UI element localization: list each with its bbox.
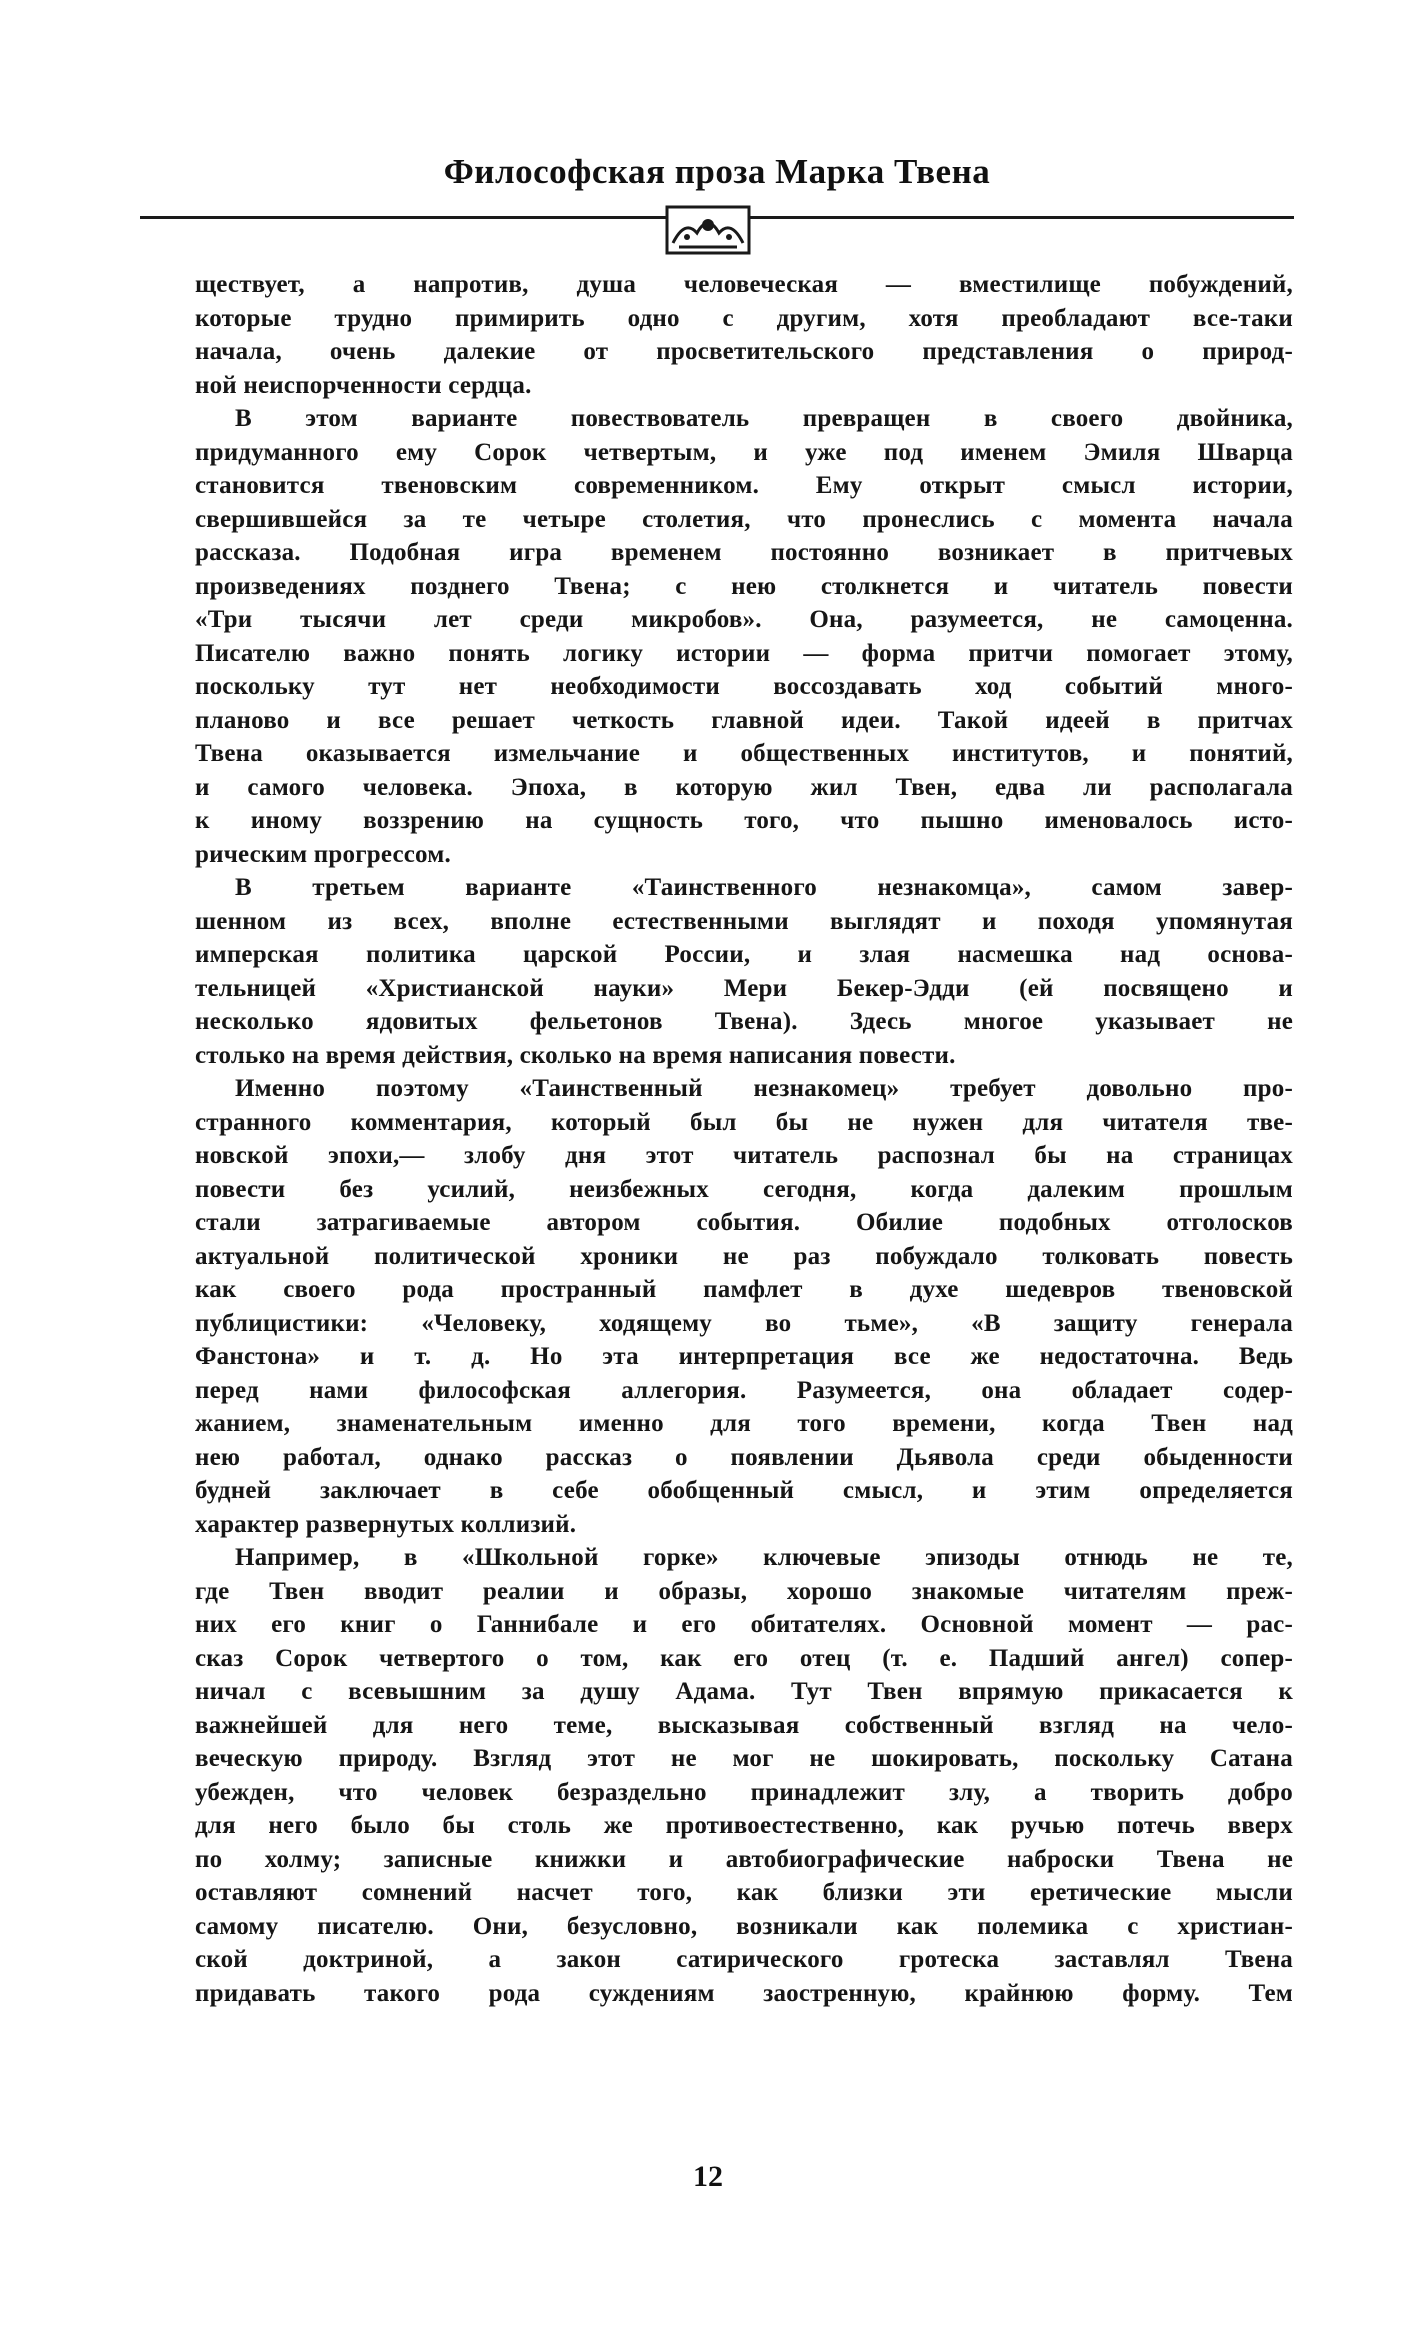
text-line: В третьем варианте «Таинственного незнакомца», самом завер- [235,874,1293,901]
text-line: к иному воззрению на сущность того, что пышно именовалось исто- [195,807,1293,834]
text-line: поскольку тут нет необходимости воссоздавать ход событий много- [195,673,1293,700]
text-line: «Три тысячи лет среди микробов». Она, разумеется, не самоценна. [195,606,1293,633]
text-line: стали затрагиваемые автором события. Обилие подобных отголосков [195,1209,1293,1236]
ornament-icon [663,203,753,259]
text-line: ществует, а напротив, душа человеческая — вместилище побуждений, [195,271,1293,298]
text-line: них его книг о Ганнибале и его обитателях. Основной момент — рас- [195,1611,1293,1638]
text-line: ной неиспорченности сердца. [195,371,532,399]
text-line: ничал с всевышним за душу Адама. Тут Твен впрямую прикасается к [195,1678,1293,1705]
text-line: оставляют сомнений насчет того, как близки эти еретические мысли [195,1879,1293,1906]
text-line: планово и все решает четкость главной идеи. Такой идеей в притчах [195,706,1293,734]
text-line: как своего рода пространный памфлет в духе шедевров твеновской [195,1276,1293,1303]
text-line: будней заключает в себе обобщенный смысл, и этим определяется [195,1477,1293,1504]
text-line: становится твеновским современником. Ему открыт смысл истории, [195,472,1293,499]
text-line: начала, очень далекие от просветительского представления о природ- [195,338,1293,365]
text-line: Писателю важно понять логику истории — форма притчи помогает этому, [195,639,1293,667]
text-line: В этом варианте повествователь превращен в своего двойника, [235,405,1293,432]
text-line: характер развернутых коллизий. [195,1510,577,1538]
text-line: где Твен вводит реалии и образы, хорошо знакомые читателям преж- [195,1577,1293,1605]
text-line: по холму; записные книжки и автобиографические наброски Твена не [195,1845,1293,1873]
text-line: Именно поэтому «Таинственный незнакомец» требует довольно про- [235,1075,1293,1102]
text-line: имперская политика царской России, и злая насмешка над основа- [195,941,1293,968]
text-line: самому писателю. Они, безусловно, возникали как полемика с христиан- [195,1912,1293,1940]
text-line: шенном из всех, вполне естественными выглядят и походя упомянутая [195,907,1293,935]
text-line: придуманного ему Сорок четвертым, и уже под именем Эмиля Шварца [195,438,1293,466]
text-line: новской эпохи,— злобу дня этот читатель распознал бы на страницах [195,1142,1293,1169]
text-line: рическим прогрессом. [195,840,451,868]
running-head-title: Философская проза Марка Твена [443,152,991,191]
text-line: несколько ядовитых фельетонов Твена). Здесь многое указывает не [195,1008,1293,1035]
text-line: жанием, знаменательным именно для того времени, когда Твен над [195,1410,1293,1437]
text-line: актуальной политической хроники не раз побуждало толковать повесть [195,1242,1293,1270]
text-line: повести без усилий, неизбежных сегодня, когда далеким прошлым [195,1175,1293,1203]
text-line: для него было бы столь же противоестественно, как ручью потечь вверх [195,1812,1293,1839]
text-line: и самого человека. Эпоха, в которую жил Твен, едва ли располагала [195,773,1293,801]
text-line: Твена оказывается измельчание и общественных институтов, и понятий, [195,740,1293,767]
text-line: убежден, что человек безраздельно принадлежит злу, а творить добро [195,1778,1293,1806]
text-line: ской доктриной, а закон сатирического гротеска заставлял Твена [195,1946,1293,1973]
text-line: странного комментария, который был бы не нужен для читателя тве- [195,1108,1293,1136]
text-line: Например, в «Школьной горке» ключевые эпизоды отнюдь не те, [235,1544,1293,1571]
text-line: веческую природу. Взгляд этот не мог не шокировать, поскольку Сатана [195,1745,1293,1772]
text-line: важнейшей для него теме, высказывая собственный взгляд на чело- [195,1711,1293,1739]
text-line: перед нами философская аллегория. Разумеется, она обладает содер- [195,1376,1293,1404]
text-line: тельницей «Христианской науки» Мери Бекер-Эдди (ей посвящено и [195,974,1293,1002]
page-number: 12 [693,2160,723,2193]
text-line: столько на время действия, сколько на время написания повести. [195,1041,956,1069]
text-line: рассказа. Подобная игра временем постоянно возникает в притчевых [195,539,1293,566]
text-line: сказ Сорок четвертого о том, как его отец (т. е. Падший ангел) сопер- [195,1644,1293,1672]
text-line: придавать такого рода суждениям заостренную, крайнюю форму. Тем [195,1979,1293,2007]
text-line: которые трудно примирить одно с другим, хотя преобладают все-таки [195,304,1293,332]
text-line: произведениях позднего Твена; с нею столкнется и читатель повести [195,572,1293,600]
text-line: Фанстона» и т. д. Но эта интерпретация все же недостаточна. Ведь [195,1343,1293,1370]
body-text [195,268,1293,2010]
text-line: нею работал, однако рассказ о появлении Дьявола среди обыденности [195,1443,1293,1471]
text-line: публицистики: «Человеку, ходящему во тьме», «В защиту генерала [195,1309,1293,1337]
text-line: свершившейся за те четыре столетия, что пронеслись с момента начала [195,505,1293,533]
